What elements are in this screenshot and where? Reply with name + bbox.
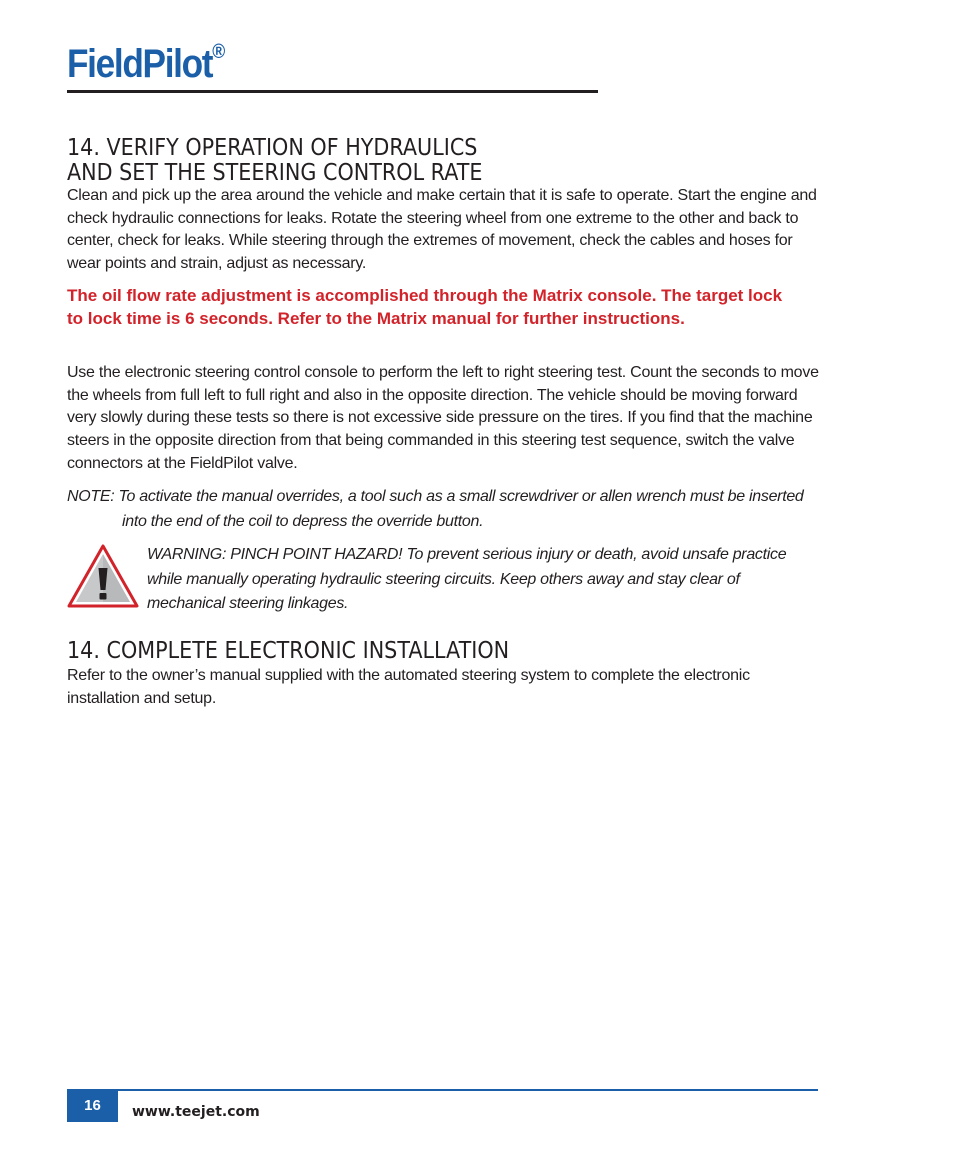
header-divider [67, 90, 598, 93]
heading-line-1: 14. VERIFY OPERATION OF HYDRAULICS [67, 135, 478, 161]
note-line-2: into the end of the coil to depress the override button. [122, 512, 484, 530]
steering-test-paragraph: Use the electronic steering control console to perform the left to right steering test. Count the seconds to move the wheels from full left to full right and also in the opposite direction. The vehicle should be moving forward very slowly during these tests so there is not excessive side pressure on the tires. If you find that the machine steers in the opposite direction from that being commanded in this steering test sequence, switch the valve connectors at the FieldPilot valve. [67, 364, 819, 472]
registered-mark: ® [212, 41, 226, 63]
brand-logo [67, 41, 226, 86]
warning-triangle-icon [67, 544, 139, 608]
website-link[interactable]: www.teejet.com [132, 1104, 260, 1120]
brand-name: FieldPilot [67, 42, 213, 86]
section-heading-electronic: 14. COMPLETE ELECTRONIC INSTALLATION [67, 638, 510, 664]
electronic-install-paragraph: Refer to the owner’s manual supplied with the automated steering system to complete the electronic installation and setup. [67, 667, 750, 707]
manual-override-note [67, 485, 827, 534]
pinch-point-warning: WARNING: PINCH POINT HAZARD! To prevent serious injury or death, avoid unsafe practice while manually operating hydraulic steering circuits. Keep others away and stay clear of mechanical steering linkages. [147, 546, 787, 612]
heading-line-2: AND SET THE STEERING CONTROL RATE [67, 160, 483, 186]
footer-divider [67, 1089, 818, 1091]
section-heading-hydraulics [67, 136, 483, 186]
flow-rate-notice: The oil flow rate adjustment is accomplished through the Matrix console. The target lock to lock time is 6 seconds. Refer to the Matrix manual for further instructions. [67, 286, 783, 328]
page-number-badge: 16 [67, 1091, 118, 1122]
intro-paragraph: Clean and pick up the area around the vehicle and make certain that it is safe to operate. Start the engine and check hydraulic connections for leaks. Rotate the steering wheel from one extreme to the other and back to center, check for leaks. While steering through the extremes of movement, check the cables and hoses for wear points and strain, adjust as necessary. [67, 187, 817, 273]
note-line-1: NOTE: To activate the manual overrides, a tool such as a small screwdriver or allen wrench must be inserted [67, 488, 804, 505]
